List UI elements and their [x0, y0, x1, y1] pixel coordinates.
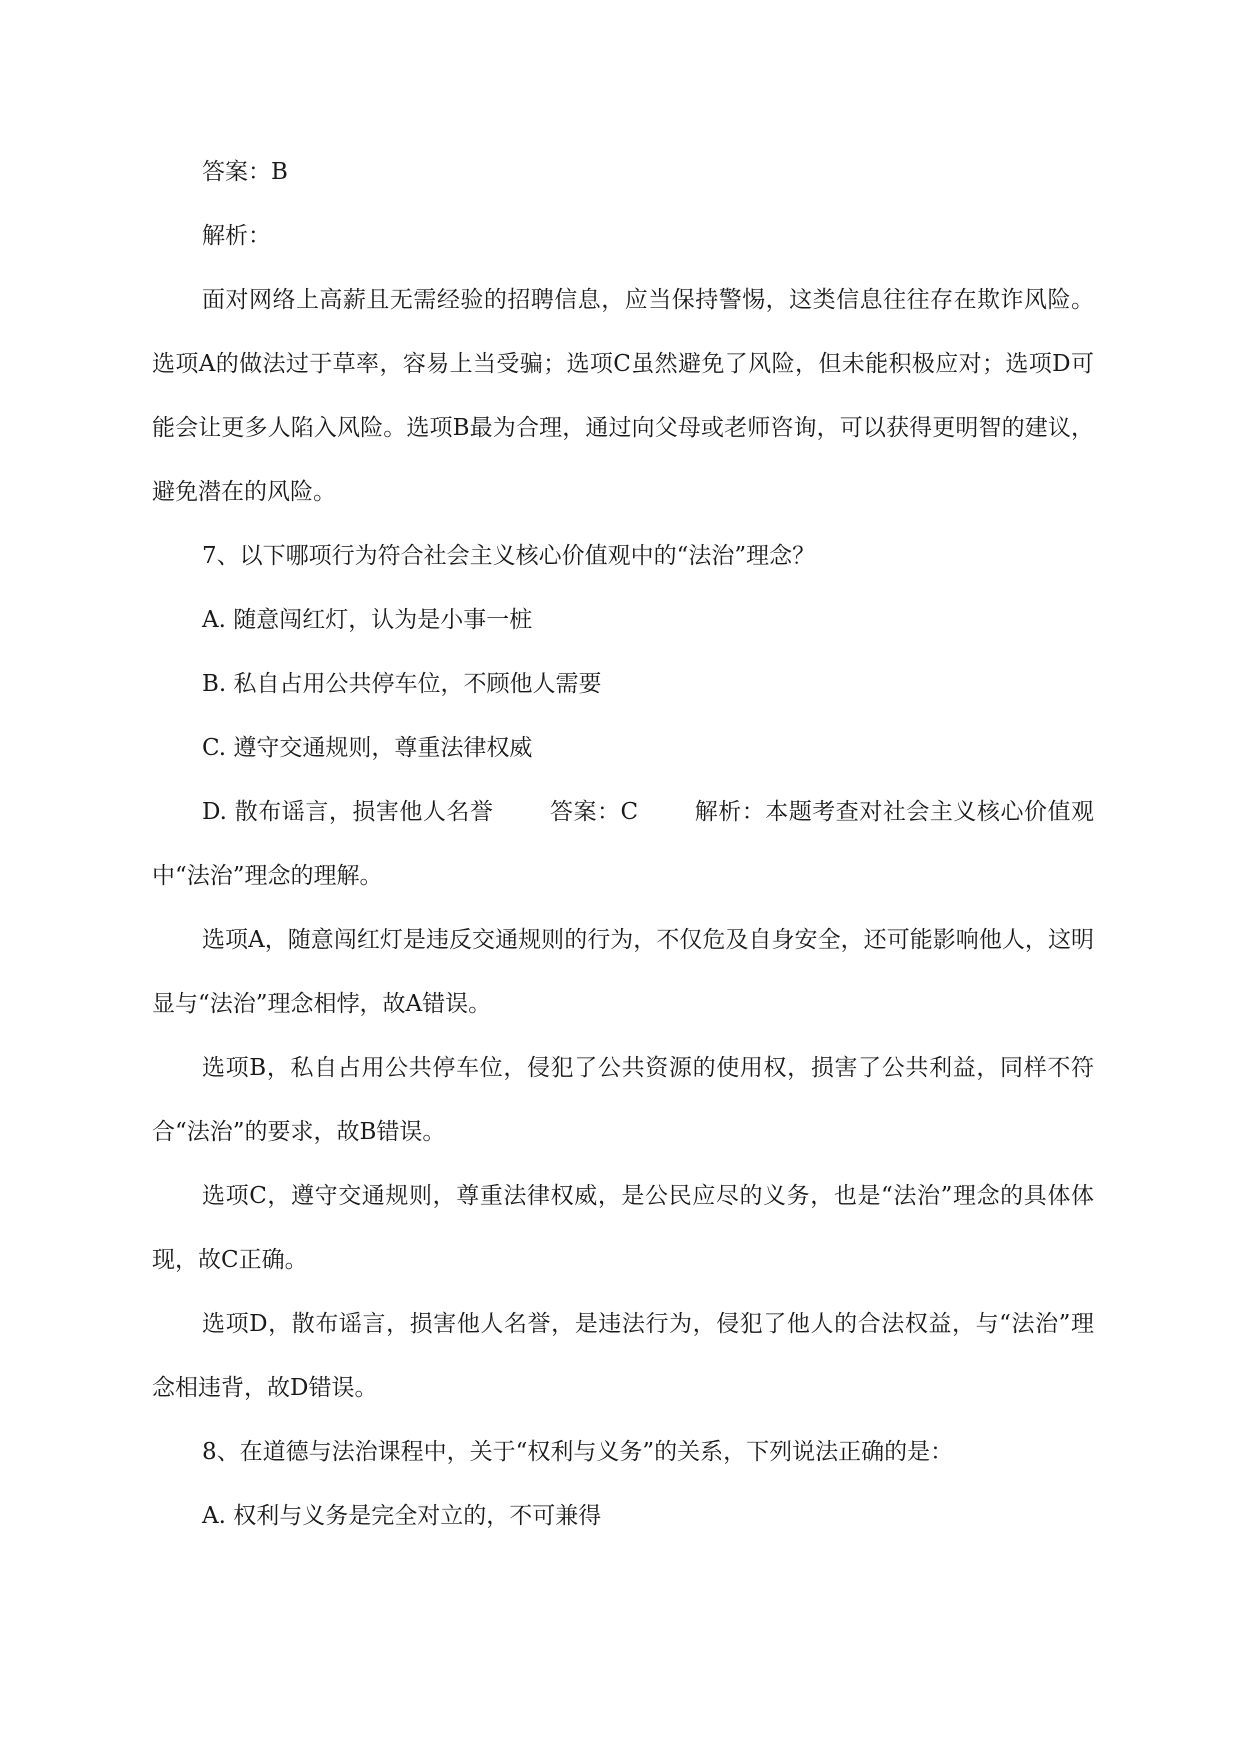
q7-question: 7、以下哪项行为符合社会主义核心价值观中的“法治”理念？ [202, 543, 816, 569]
q7-answer: 答案：C [549, 799, 639, 825]
q7-analysis-d: 选项D，散布谣言，损害他人名誉，是违法行为，侵犯了他人的合法权益，与“法治”理念相违背，故D错误。 [152, 1311, 1094, 1401]
q6-analysis-label: 解析： [202, 223, 271, 249]
q8-option-a: A. 权利与义务是完全对立的，不可兼得 [202, 1503, 602, 1529]
q7-option-d: D. 散布谣言，损害他人名誉 [202, 799, 494, 825]
q7-option-b: B. 私自占用公共停车位，不顾他人需要 [202, 671, 602, 697]
q7-option-d-line [152, 780, 1094, 908]
q7-analysis-intro: 解析：本题考查对社会主义核心价值观中“法治”理念的理解。 [152, 799, 1095, 889]
q7-analysis-a: 选项A，随意闯红灯是违反交通规则的行为，不仅危及自身安全，还可能影响他人，这明显与“法治”理念相悖，故A错误。 [152, 927, 1094, 1017]
q7-analysis-c: 选项C，遵守交通规则，尊重法律权威，是公民应尽的义务，也是“法治”理念的具体体现，故C正确。 [152, 1183, 1094, 1273]
q8-question: 8、在道德与法治课程中，关于“权利与义务”的关系，下列说法正确的是： [202, 1439, 954, 1465]
q6-analysis-text: 面对网络上高薪且无需经验的招聘信息，应当保持警惕，这类信息往往存在欺诈风险。选项A的做法过于草率，容易上当受骗；选项C虽然避免了风险，但未能积极应对；选项D可能会让更多人陷入风险。选项B最为合理，通过向父母或老师咨询，可以获得更明智的建议，避免潜在的风险。 [152, 287, 1094, 505]
q7-option-a: A. 随意闯红灯，认为是小事一桩 [202, 607, 533, 633]
page-content [152, 140, 1094, 1548]
q7-option-c: C. 遵守交通规则，尊重法律权威 [202, 735, 533, 761]
q6-answer: 答案：B [202, 159, 288, 185]
q7-analysis-b: 选项B，私自占用公共停车位，侵犯了公共资源的使用权，损害了公共利益，同样不符合“法治”的要求，故B错误。 [152, 1055, 1094, 1145]
